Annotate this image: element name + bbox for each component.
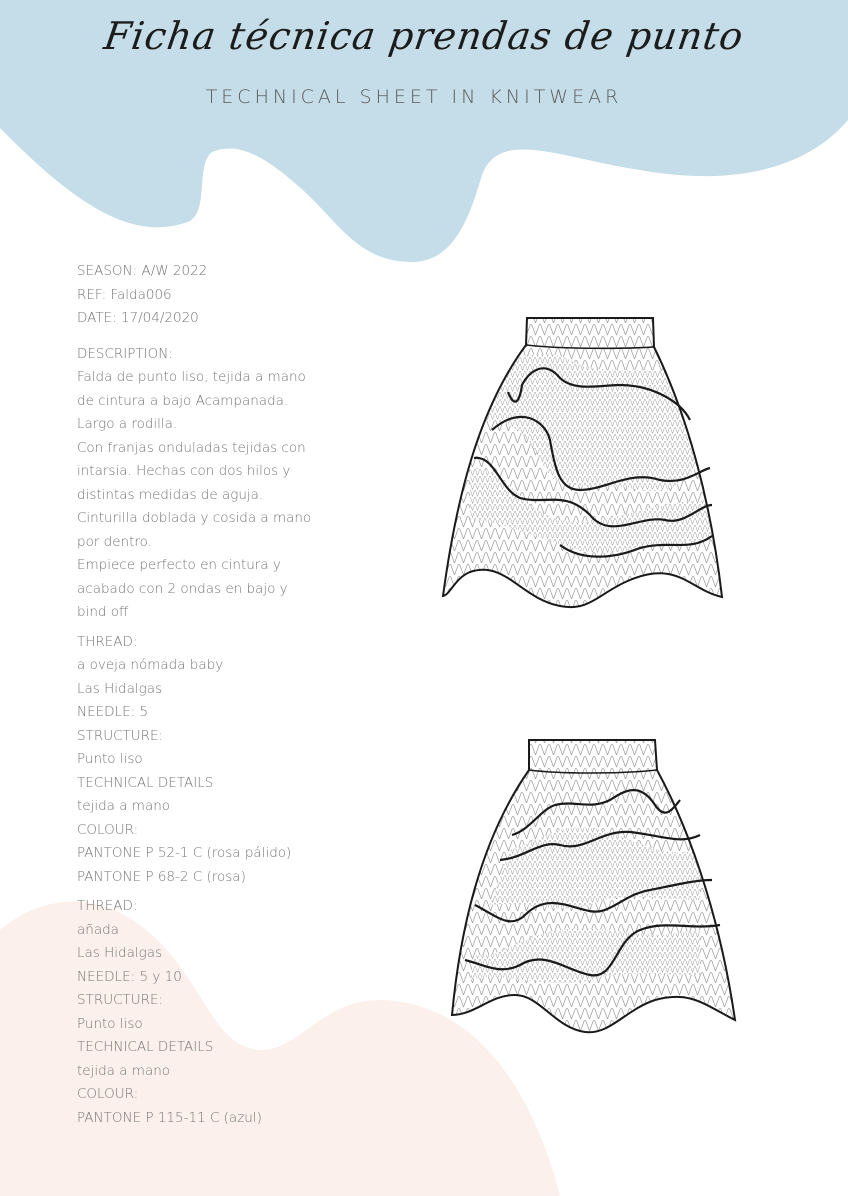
description-line: bind off	[77, 604, 129, 620]
spec-block-2	[77, 895, 337, 1130]
skirt-front-sketch	[440, 314, 730, 616]
spec2-line: TECHNICAL DETAILS	[77, 1039, 214, 1055]
description-line: Cinturilla doblada y cosida a mano	[77, 510, 312, 526]
description-heading: DESCRIPTION:	[77, 345, 173, 362]
description-line: intarsia. Hechas con dos hilos y	[77, 463, 291, 479]
spec2-line: PANTONE P 115-11 C (azul)	[77, 1109, 262, 1126]
spec1-line: a oveja nómada baby	[77, 657, 224, 673]
spec2-line: COLOUR:	[77, 1086, 139, 1102]
spec1-line: PANTONE P 68-2 C (rosa)	[77, 868, 246, 885]
spec1-line: THREAD:	[77, 633, 138, 650]
spec1-line: COLOUR:	[77, 821, 139, 838]
ref-text: REF: Falda006	[77, 286, 172, 303]
spec1-line: PANTONE P 52-1 C (rosa pálido)	[77, 845, 292, 861]
spec2-line: Las Hidalgas	[77, 945, 163, 961]
spec1-line: Punto liso	[77, 751, 143, 767]
description-line: Con franjas onduladas tejidas con	[77, 439, 306, 456]
description-line: por dentro.	[77, 533, 152, 550]
spec-text-column	[77, 260, 337, 1130]
spec1-line: Las Hidalgas	[77, 680, 163, 697]
season-text: SEASON: A/W 2022	[77, 263, 208, 279]
spec2-line: añada	[77, 921, 119, 938]
description-line: Largo a rodilla.	[77, 416, 178, 432]
description-line: Empiece perfecto en cintura y	[77, 557, 281, 573]
spec1-line: TECHNICAL DETAILS	[77, 774, 214, 791]
title-script: Ficha técnica prendas de punto	[101, 14, 747, 58]
spec1-line: STRUCTURE:	[77, 727, 164, 744]
spec2-line: STRUCTURE:	[77, 992, 164, 1008]
description-line: de cintura a bajo Acampanada.	[77, 392, 289, 409]
date-text: DATE: 17/04/2020	[77, 310, 199, 326]
description-line: Falda de punto liso, tejida a mano	[77, 369, 306, 385]
subtitle: TECHNICAL SHEET IN KNITWEAR	[205, 86, 623, 108]
spec2-line: Punto liso	[77, 1015, 143, 1032]
spec2-line: NEEDLE: 5 y 10	[77, 968, 182, 985]
spec1-line: NEEDLE: 5	[77, 704, 149, 720]
spec2-line: THREAD:	[77, 898, 138, 914]
description-line: distintas medidas de aguja.	[77, 486, 264, 503]
spec2-line: tejida a mano	[77, 1062, 171, 1079]
description-line: acabado con 2 ondas en bajo y	[77, 580, 288, 597]
spec-block-1	[77, 631, 337, 890]
skirt-back-sketch	[450, 736, 740, 1038]
description-lines	[77, 366, 337, 625]
spec1-line: tejida a mano	[77, 798, 171, 814]
